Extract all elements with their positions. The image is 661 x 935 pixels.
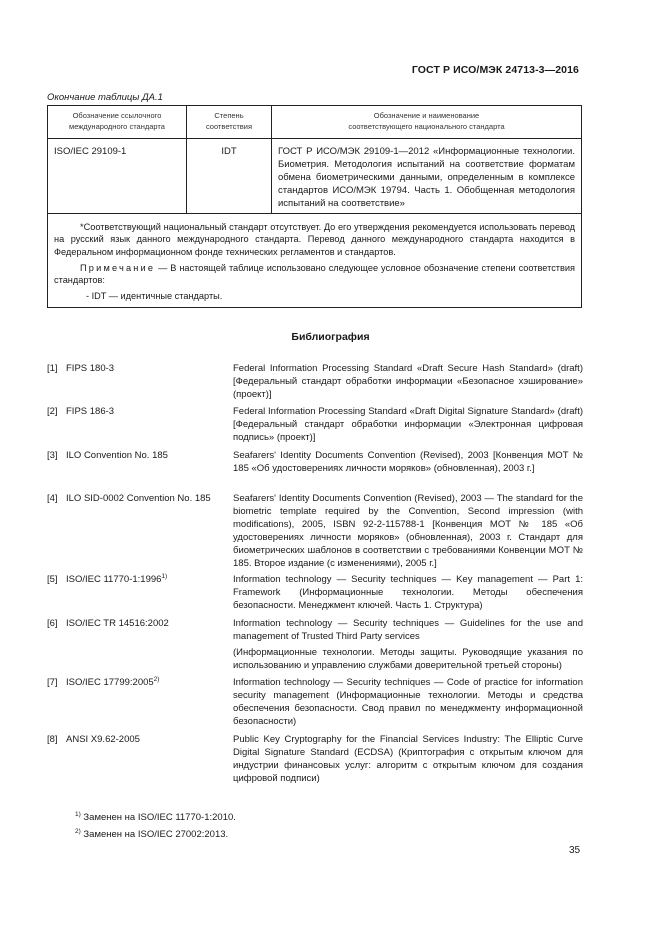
asterisk-note: *Соответствующий национальный стандарт отсутствует. До его утверждения рекомендуется использовать перевод на русский язык данного международного стандарта. Перевод данного международного стандарта находится в Федеральном информационном фонде технических регламентов и стандартов. xyxy=(54,221,575,257)
entry-code-text: ISO/IEC 11770-1:1996 xyxy=(66,574,162,585)
table-row xyxy=(48,138,582,213)
bibliography-entry xyxy=(47,617,583,672)
header-line: соответствующего национального стандарта xyxy=(348,121,505,131)
footnote-text: Заменен на ISO/IEC 27002:2013. xyxy=(80,829,229,840)
note-text: — В настоящей таблице использовано следующее условное обозначение степени соответствия стандартов: xyxy=(54,262,575,286)
cell-ref: ISO/IEC 29109-1 xyxy=(48,138,187,213)
note-bullet: - IDT — идентичные стандарты. xyxy=(86,290,223,301)
entry-number: [1] xyxy=(47,363,58,374)
bibliography-entry xyxy=(47,362,583,401)
bibliography-entry xyxy=(47,676,583,728)
entry-code xyxy=(66,573,167,586)
cell-degree: IDT xyxy=(187,138,272,213)
entry-number: [5] xyxy=(47,574,58,585)
entry-description-text: Public Key Cryptography for the Financial Services Industry: The Elliptic Curve Digital Signature Standard (ECDSA) (Криптография с открытым ключом для индустрии финансовых услуг: алгоритм с открытым ключом для создания цифровой подписи) xyxy=(233,734,583,784)
entry-code-text: ISO/IEC 17799:2005 xyxy=(66,677,154,688)
table-notes xyxy=(48,213,582,308)
header-national-standard xyxy=(272,106,582,139)
entry-number: [2] xyxy=(47,406,58,417)
entry-number: [8] xyxy=(47,734,58,745)
header-line: международного стандарта xyxy=(69,121,165,131)
table-notes-row xyxy=(48,213,582,308)
header-degree xyxy=(187,106,272,139)
bibliography-entry xyxy=(47,449,583,475)
entry-description-text: Federal Information Processing Standard «Draft Digital Signature Standard» (draft) [Федеральный стандарт обработки информации «Электронная цифровая подпись» (проект)] xyxy=(233,406,583,443)
footnote-mark: 2) xyxy=(153,675,160,683)
footnote xyxy=(75,829,228,840)
entry-description xyxy=(233,405,583,444)
entry-description xyxy=(233,492,583,570)
entry-code xyxy=(66,492,211,505)
entry-number: [6] xyxy=(47,618,58,629)
table-caption: Окончание таблицы ДА.1 xyxy=(47,92,163,103)
entry-code xyxy=(66,617,169,630)
entry-code xyxy=(66,405,114,418)
entry-code-text: ANSI X9.62-2005 xyxy=(66,734,140,745)
footnote-mark: 1) xyxy=(161,572,168,580)
entry-code xyxy=(66,362,114,375)
note-paragraph xyxy=(54,262,575,287)
entry-description-text: Seafarers' Identity Documents Convention (Revised), 2003 — The standard for the biometric template required by the Convention, Second impression (with modifications), 2005, ISBN 92-2-115788-1 [Конвенция МОТ № 185 «Об удостоверениях личности моряков» (обновленная), 2003 г. Стандарт для биометрических шаблонов в соответствии с требованиями Конвенции МОТ № 185. Второе издание (с изменениями), 2005 г.] xyxy=(233,493,583,569)
entry-description-text: (Информационные технологии. Методы защиты. Руководящие указания по использованию и управлению службами доверительной третьей стороны) xyxy=(233,647,583,671)
page-number: 35 xyxy=(569,845,581,856)
entry-description xyxy=(233,449,583,475)
footnote-text: Заменен на ISO/IEC 11770-1:2010. xyxy=(80,812,236,823)
header-line: Степень xyxy=(214,111,244,120)
header-line: Обозначение и наименование xyxy=(373,111,480,120)
entry-description xyxy=(233,573,583,612)
cell-national: ГОСТ Р ИСО/МЭК 29109-1—2012 «Информационные технологии. Биометрия. Методология испытаний на соответствие форматам обмена биометрическими данными, определенным в комплексе стандартов ИСО/МЭК 19794. Часть 1. Обобщенная методология испытаний на соответствие» xyxy=(272,138,582,213)
bibliography-entry xyxy=(47,492,583,570)
entry-description xyxy=(233,362,583,401)
entry-code-text: ISO/IEC TR 14516:2002 xyxy=(66,618,169,629)
bibliography-entry xyxy=(47,573,583,612)
entry-number: [4] xyxy=(47,493,58,504)
entry-description xyxy=(233,617,583,672)
entry-code xyxy=(66,449,168,462)
entry-description-text: Information technology — Security techniques — Key management — Part 1: Framework (Информационные технологии. Методы обеспечения безопасности. Менеджмент ключей. Часть 1. Структура) xyxy=(233,574,583,611)
entry-description-text: Seafarers' Identity Documents Convention (Revised), 2003 [Конвенция МОТ № 185 «Об удостоверениях личности моряков» (обновленная), 2003 г.] xyxy=(233,450,583,474)
entry-code-text: FIPS 180-3 xyxy=(66,363,115,374)
header-line: соответствия xyxy=(205,121,253,131)
note-label: Примечание xyxy=(80,262,156,273)
entry-description-text: Information technology — Security techniques — Guidelines for the use and management of Trusted Third Party services xyxy=(233,618,583,642)
entry-code-text: ILO SID-0002 Convention No. 185 xyxy=(66,493,211,504)
entry-code-text: ILO Convention No. 185 xyxy=(66,450,168,461)
entry-code-text: FIPS 186-3 xyxy=(66,406,115,417)
footnote-mark: 2) xyxy=(75,827,81,835)
entry-code xyxy=(66,733,140,746)
footnote xyxy=(75,812,236,823)
bibliography-entry xyxy=(47,405,583,444)
footnote-mark: 1) xyxy=(75,810,81,818)
entry-number: [7] xyxy=(47,677,58,688)
entry-code xyxy=(66,676,159,689)
header-line: Обозначение ссылочного xyxy=(72,111,162,120)
bibliography-title: Библиография xyxy=(291,331,370,343)
entry-description-text: Federal Information Processing Standard «Draft Secure Hash Standard» (draft) [Федеральный стандарт обработки информации «Безопасное хэширование» (проект)] xyxy=(233,363,583,400)
bibliography-entry xyxy=(47,733,583,785)
reference-table xyxy=(47,105,582,308)
entry-description xyxy=(233,676,583,728)
entry-description xyxy=(233,733,583,785)
table-header-row xyxy=(48,106,582,139)
header-ref-standard xyxy=(48,106,187,139)
entry-number: [3] xyxy=(47,450,58,461)
page-header-standard-id: ГОСТ Р ИСО/МЭК 24713-3—2016 xyxy=(411,64,579,76)
entry-description-text: Information technology — Security techniques — Code of practice for information security management (Информационные технологии. Методы и средства обеспечения безопасности. Свод правил по менеджменту информационной безопасности) xyxy=(233,677,583,727)
